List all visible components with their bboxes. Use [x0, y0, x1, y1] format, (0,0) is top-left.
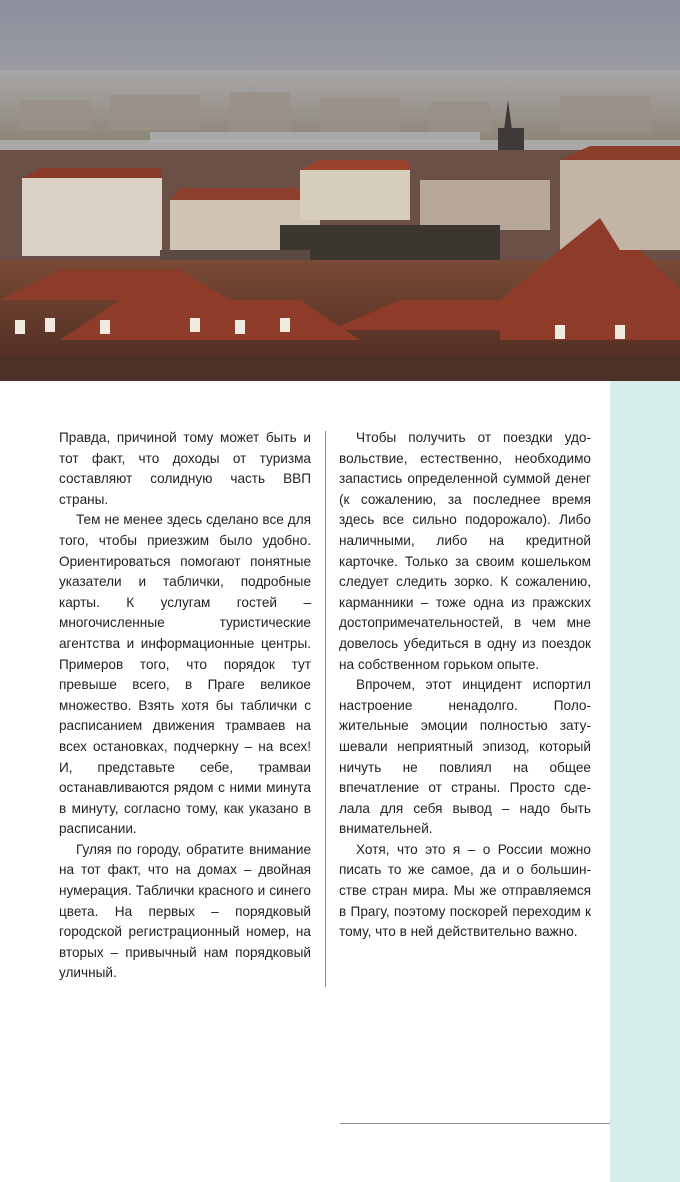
- paragraph: Тем не менее здесь сделано все для того, чтобы приезжим было удобно. Ориентироваться помогают понятные указатели и таблички, подробные карты. К услугам гостей – многочисленные туристические агентства и информационные центры. Примеров того, что порядок тут превыше всего, в Праге великое множество. Взять хотя бы таблички с расписанием движения трамваев на всех остановках, подчеркну – на всех! И, представьте себе, трамваи останавливаются рядом с ними минута в минуту, согласно тому, как указано в расписании.: [59, 512, 311, 837]
- right-text-column: [339, 428, 591, 943]
- paragraph: Хотя, что это я – о России можно писать то же самое, да и о большинстве стран мира. Мы же отправляемся в Прагу, поэтому поскорей переходим к тому, что в ней действительно важно.: [339, 841, 591, 940]
- paragraph: Гуляя по городу, обратите внимание на тот факт, что на домах – двойная нумерация. Таблички красного и синего цвета. На первых – порядковый городской регистрационный номер, на вторых – привычный нам порядковый уличный.: [59, 841, 311, 981]
- paragraph: Правда, причиной тому может быть и тот факт, что доходы от туризма составляют солидную часть ВВП страны.: [59, 430, 311, 507]
- paragraph: Чтобы получить от поездки удовольствие, естественно, необходимо запастись определенной суммой денег (к сожалению, за последнее время здесь все сильно подорожало). Либо наличными, либо на кредитной карточке. Только за своим кошельком следует следить зорко. К сожалению, карманники – тоже одна из пражских достопримечательностей, в чем мне довелось убедиться в одну из поездок на собственном горьком опыте.: [339, 430, 591, 672]
- column-divider: [325, 431, 326, 987]
- left-text-column: [59, 428, 311, 984]
- city-panorama-photo: [0, 0, 680, 381]
- footer-rule: [340, 1123, 610, 1124]
- paragraph: Впрочем, этот инцидент испортил настроение ненадолго. Положительные эмоции полностью затушевали неприятный эпизод, который ничуть не повлиял на общее впечатление от страны. Просто сделала для себя вывод – надо быть внимательней.: [339, 677, 591, 837]
- side-color-strip: [610, 381, 680, 1182]
- prague-rooftops-image: [0, 0, 680, 381]
